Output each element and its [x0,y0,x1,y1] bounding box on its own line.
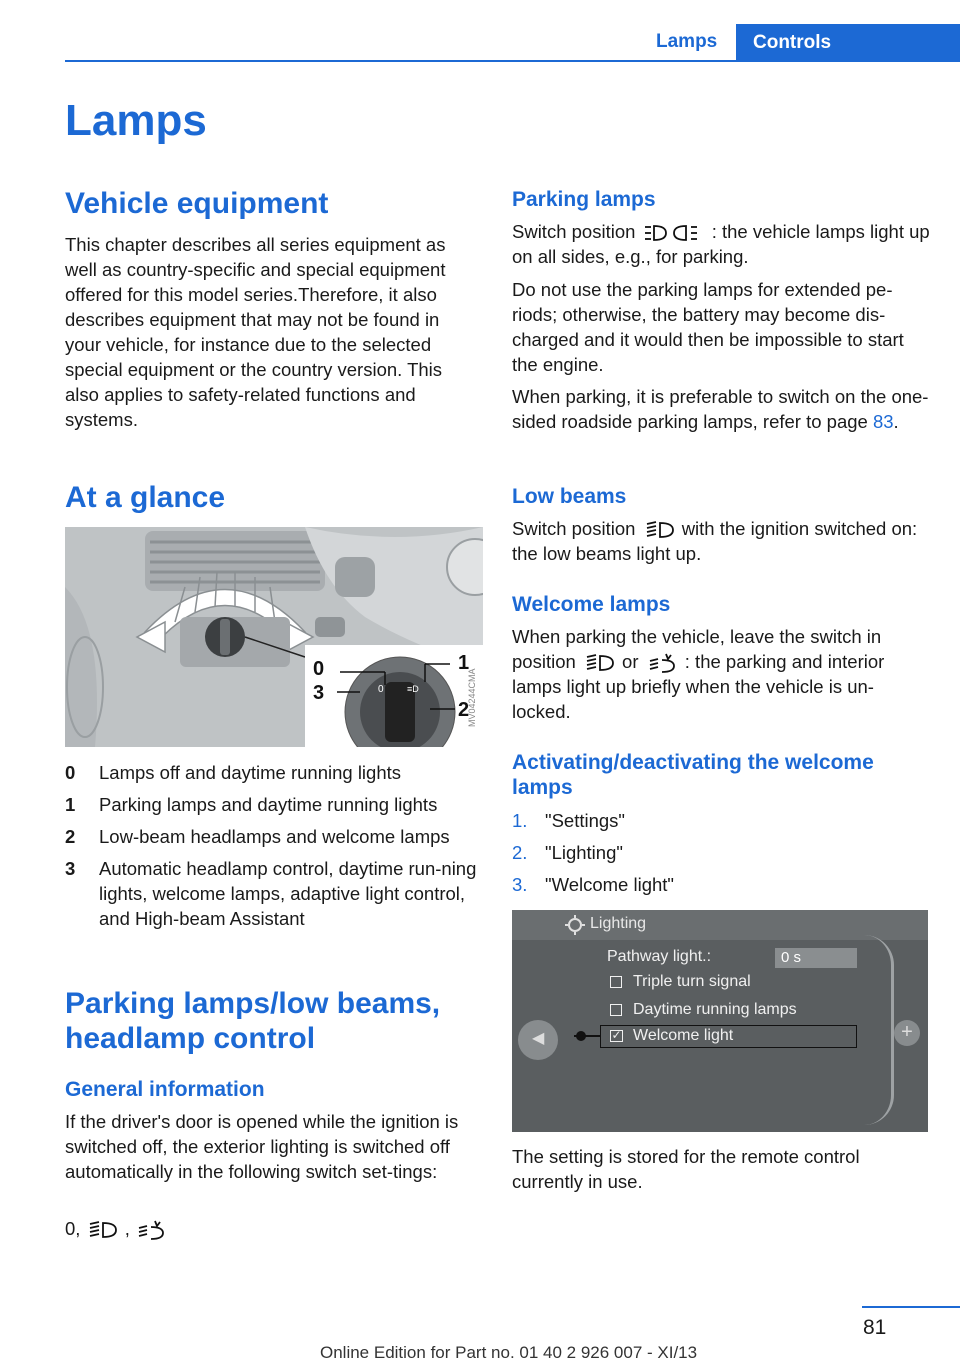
step-number: 2. [512,842,528,863]
footer-edition: Online Edition for Part no. 01 40 2 926 007 - XI/13 [320,1343,698,1362]
legend-item [65,792,485,817]
parking-lamps-p3 [512,384,930,434]
legend-item [65,824,485,849]
vehicle-equipment-heading: Vehicle equipment [65,187,329,220]
auto-headlamp-icon [135,1219,169,1241]
pathway-light-value[interactable]: 0 s [775,948,857,968]
welcome-or: or [622,651,639,672]
parking-low-beams-heading: Parking lamps/low beams, headlamp control [65,987,441,1056]
legend-item [65,856,485,931]
legend-text: Automatic headlamp control, daytime run-ning lights, welcome lamps, adaptive light control, and High-beam Assistant [99,858,477,929]
low-beams-text-a: Switch position [512,518,636,539]
callout-3: 3 [313,682,325,704]
low-beam-icon [86,1219,120,1241]
pathway-light-label: Pathway light.: [607,948,712,965]
p1-start: Switch position [512,221,636,242]
header-chapter-tab: Controls [736,24,960,61]
low-beam-icon [641,519,677,541]
legend-text: Low-beam headlamps and welcome lamps [99,826,450,847]
light-switch-illustration [65,527,483,747]
parking-lamps-p1 [512,219,930,269]
parking-lamps-p2: Do not use the parking lamps for extended pe-riods; otherwise, the battery may become dis-charged and it would then be impossible to start the engine. [512,279,904,375]
checkbox-triple-turn[interactable] [610,976,622,988]
setting-separator: , [124,1218,130,1239]
svg-text:≡D: ≡D [407,684,419,694]
legend-number: 0 [65,762,76,783]
step-item [512,872,912,897]
setting-zero: 0, [65,1218,81,1239]
step-item [512,840,912,865]
step-text: "Welcome light" [545,874,674,895]
dashboard-light-switch-image [65,527,483,747]
image-code: MV04244CMA [467,668,477,727]
idrive-lighting-screen [512,910,928,1132]
callout-1: 1 [458,652,470,674]
parking-lamps-icon [641,222,707,244]
step-number: 1. [512,810,528,831]
low-beams-body [512,516,930,566]
p3-end: . [893,411,899,432]
option-daytime-running[interactable]: Daytime running lamps [633,1001,797,1018]
activating-heading: Activating/deactivating the welcome lamps [512,751,874,800]
remote-control-note: The setting is stored for the remote control currently in use. [512,1146,860,1192]
legend-number: 1 [65,794,76,815]
legend-number: 2 [65,826,76,847]
header-section-label: Lamps [656,31,718,52]
p1-end: : the vehicle lamps light up on all sides, e.g., for parking. [512,221,930,268]
p3-text: When parking, it is preferable to switch on the one-sided roadside parking lamps, refer to page [512,386,929,432]
checkbox-daytime[interactable] [610,1004,622,1016]
welcome-text-b: : the parking and interior lamps light up briefly when the vehicle is un-locked. [512,651,885,723]
checkbox-welcome-checked[interactable]: ✓ [611,1028,622,1042]
header-rule [65,60,960,62]
welcome-lamps-body [512,624,930,724]
screen-scroll-arc [864,935,894,1125]
legend-item [65,760,485,785]
callout-0: 0 [313,658,325,680]
legend-text: Lamps off and daytime running lights [99,762,402,783]
low-beams-text-b: with the ignition switched on: the low beams light up. [512,518,918,565]
welcome-lamps-heading: Welcome lamps [512,593,671,616]
screen-title: Lighting [590,915,647,932]
legend-text: Parking lamps and daytime running lights [99,794,438,815]
callout-2: 2 [458,699,470,721]
footer-rule [862,1306,960,1308]
general-information-body: If the driver's door is opened while the ignition is switched off, the exterior lighting is switched off automatically in the following switch set-tings: [65,1111,459,1182]
page-reference-link[interactable]: 83 [872,411,894,432]
general-information-heading: General information [65,1078,265,1101]
step-number: 3. [512,874,528,895]
at-a-glance-heading: At a glance [65,481,226,514]
option-welcome-light[interactable]: Welcome light [633,1027,734,1044]
low-beam-icon [581,652,617,674]
welcome-text-a: When parking the vehicle, leave the switch in position [512,626,882,672]
plus-icon[interactable]: + [894,1020,920,1046]
low-beams-heading: Low beams [512,485,627,508]
svg-text:0: 0 [378,684,384,695]
switch-settings-line [65,1216,169,1241]
chevron-left-icon: ◀ [532,1030,545,1047]
step-text: "Settings" [545,810,625,831]
parking-lamps-heading: Parking lamps [512,188,656,211]
step-text: "Lighting" [545,842,623,863]
auto-headlamp-icon [644,652,680,674]
page-title: Lamps [65,96,207,145]
gear-icon [564,914,586,936]
legend-number: 3 [65,858,76,879]
option-triple-turn[interactable]: Triple turn signal [633,973,751,990]
step-item [512,808,912,833]
page-number: 81 [863,1316,887,1339]
vehicle-equipment-body: This chapter describes all series equipment as well as country-specific and special equipment offered for this model series.Therefore, it also describes equipment that may not be found in your vehicle, for instance due to the selected special equipment or the country version. This also applies to safety-related functions and systems. [65,234,446,430]
